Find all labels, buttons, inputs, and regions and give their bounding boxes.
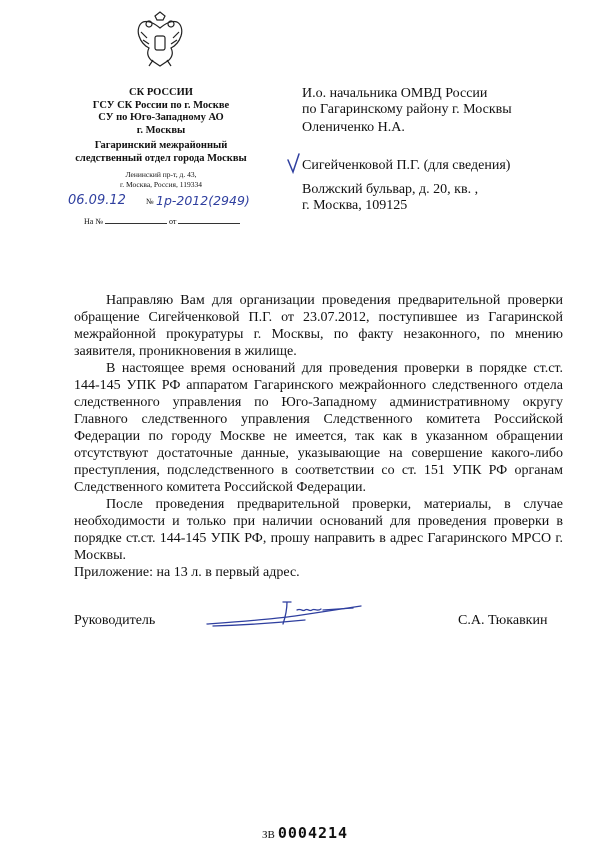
- registration-line: [68, 193, 258, 211]
- dept-line: следственный отдел города Москвы: [75, 152, 247, 164]
- address-line: Ленинский пр-т, д. 43,: [125, 170, 197, 179]
- recipient-line: по Гагаринскому району г. Москвы: [302, 102, 512, 117]
- ref-label: На №: [84, 217, 103, 226]
- org-line: СК РОССИИ: [129, 87, 193, 98]
- attachment-note: Приложение: на 13 л. в первый адрес.: [74, 565, 300, 580]
- department-header: [60, 140, 262, 165]
- body-paragraph: После проведения предварительной проверки, материалы, в случае необходимости и только при наличии оснований для проведения проверки в порядке ст.ст. 144-145 УПК РФ, прошу направить в адрес Гагаринского МРСО г. Москвы.: [74, 497, 563, 563]
- address-line: г. Москва, Россия, 119334: [120, 179, 202, 189]
- dept-line: Гагаринский межрайонный: [94, 140, 228, 151]
- org-line: ГСУ СК России по г. Москве: [92, 99, 230, 111]
- recipient-line: И.о. начальника ОМВД России: [302, 86, 488, 101]
- serial-number: 0004214: [277, 824, 349, 842]
- body-paragraph: В настоящее время оснований для проведения проверки в порядке ст.ст. 144-145 УПК РФ аппаратом Гагаринского межрайонного следственного отдела следственного управления по Юго-Западному административному округу Главного следственного управления Следственного комитета Российской Федерации по городу Москве не имеется, так как в указанном обращении отсутствуют достаточные данные, указывающие на совершение какого-либо преступления, подследственного в соответствии со ст. 151 УПК РФ органам Следственного комитета Российской Федерации.: [74, 361, 563, 495]
- signer-role: Руководитель: [74, 613, 156, 628]
- organization-address: [60, 170, 262, 189]
- org-line: г. Москвы: [136, 124, 186, 136]
- recipient-address-line: Волжский бульвар, д. 20, кв. ,: [302, 182, 479, 197]
- handwritten-signature: [205, 596, 365, 632]
- ref-from-label: от: [168, 217, 177, 226]
- serial-prefix: ЗВ: [262, 829, 275, 841]
- ref-date-blank: [178, 216, 240, 224]
- organization-header: [60, 87, 262, 137]
- handwritten-reg-number: 1р-2012(2949): [156, 193, 250, 208]
- coat-of-arms-emblem: [135, 10, 185, 70]
- reference-line: [84, 216, 262, 226]
- reg-number-label: №: [146, 197, 154, 206]
- signer-name: С.А. Тюкавкин: [458, 613, 548, 628]
- form-serial-number: [262, 824, 348, 842]
- ref-number-blank: [105, 216, 167, 224]
- body-paragraph: Направляю Вам для организации проведения предварительной проверки обращение Сигейченковой П.Г. от 23.07.2012, поступившее из Гагаринской межрайонной прокуратуры г. Москвы, по факту незаконного, по мнению заявителя, проникновения в жилище.: [74, 293, 563, 359]
- recipient-primary: [302, 86, 512, 118]
- recipient-address-line: г. Москва, 109125: [302, 198, 408, 213]
- handwritten-check-mark: [285, 152, 301, 176]
- org-line: СУ по Юго-Западному АО: [98, 112, 224, 123]
- recipient-name: Олениченко Н.А.: [302, 120, 405, 135]
- handwritten-reg-date: 06.09.12: [68, 193, 126, 208]
- recipient-secondary: Сигейченковой П.Г. (для сведения): [302, 158, 511, 173]
- letter-body: [74, 292, 563, 564]
- recipient-address: [302, 182, 478, 214]
